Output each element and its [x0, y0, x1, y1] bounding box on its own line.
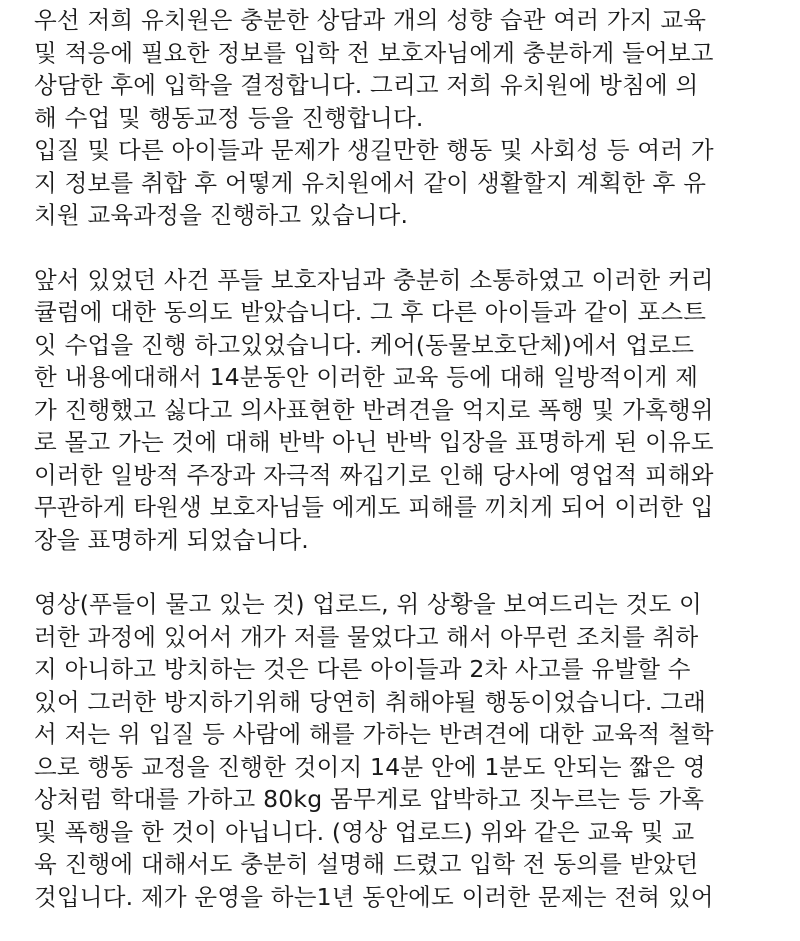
text-line: 으로 행동 교정을 진행한 것이지 14분 안에 1분도 안되는 짧은 영 — [34, 752, 706, 781]
text-line: 영상(푸들이 물고 있는 것) 업로드, 위 상황을 보여드리는 것도 이 — [34, 590, 702, 618]
paragraph-gap — [34, 232, 800, 264]
text-line: 우선 저희 유치원은 충분한 상담과 개의 성향 습관 여러 가지 교육 — [34, 6, 707, 34]
paragraph-gap — [34, 556, 800, 588]
text-line: 지 아니하고 방치하는 것은 다른 아이들과 2차 사고를 유발할 수 — [34, 655, 691, 683]
text-line: 육 진행에 대해서도 충분히 설명해 드렸고 입학 전 동의를 받았던 — [34, 850, 699, 878]
paragraph-1 — [34, 4, 800, 232]
text-line: 서 저는 위 입질 등 사람에 해를 가하는 반려견에 대한 교육적 철학 — [34, 720, 714, 748]
text-line: 앞서 있었던 사건 푸들 보호자님과 충분히 소통하였고 이러한 커리 — [34, 265, 714, 294]
text-line: 무관하게 타원생 보호자님들 에게도 피해를 끼치게 되어 이러한 입 — [34, 493, 714, 521]
paragraph-2 — [34, 264, 800, 557]
text-line: 러한 과정에 있어서 개가 저를 물었다고 해서 아무런 조치를 취하 — [34, 622, 699, 651]
text-line: 상처럼 학대를 가하고 80kg 몸무게로 압박하고 짓누르는 등 가혹 — [34, 785, 705, 813]
paragraph-3 — [34, 588, 800, 913]
text-line: 해 수업 및 행동교정 등을 진행합니다. — [34, 103, 424, 132]
text-line: 큘럼에 대한 동의도 받았습니다. 그 후 다른 아이들과 같이 포스트 — [34, 298, 707, 326]
text-line: 및 폭행을 한 것이 아닙니다. (영상 업로드) 위와 같은 교육 및 교 — [34, 817, 695, 846]
text-line: 가 진행했고 싫다고 의사표현한 반려견을 억지로 폭행 및 가혹행위 — [34, 395, 714, 424]
text-line: 및 적응에 필요한 정보를 입학 전 보호자님에게 충분하게 들어보고 — [34, 38, 714, 67]
text-line: 지 정보를 취합 후 어떻게 유치원에서 같이 생활할지 계획한 후 유 — [34, 168, 707, 197]
text-line: 잇 수업을 진행 하고있었습니다. 케어(동물보호단체)에서 업로드 — [34, 330, 695, 359]
text-line: 이러한 일방적 주장과 자극적 짜깁기로 인해 당사에 영업적 피해와 — [34, 460, 714, 489]
text-line: 치원 교육과정을 진행하고 있습니다. — [34, 201, 409, 229]
text-line: 상담한 후에 입학을 결정합니다. 그리고 저희 유치원에 방침에 의 — [34, 71, 699, 99]
text-line: 있어 그러한 방지하기위해 당연히 취해야될 행동이었습니다. 그래 — [34, 687, 707, 716]
text-line: 장을 표명하게 되었습니다. — [34, 525, 309, 554]
text-line: 한 내용에대해서 14분동안 이러한 교육 등에 대해 일방적이게 제 — [34, 363, 699, 391]
text-line: 것입니다. 제가 운영을 하는1년 동안에도 이러한 문제는 전혀 있어 — [34, 882, 714, 911]
text-line: 입질 및 다른 아이들과 문제가 생길만한 행동 및 사회성 등 여러 가 — [34, 136, 714, 164]
text-line: 로 몰고 가는 것에 대해 반박 아닌 반박 입장을 표명하게 된 이유도 — [34, 428, 714, 456]
